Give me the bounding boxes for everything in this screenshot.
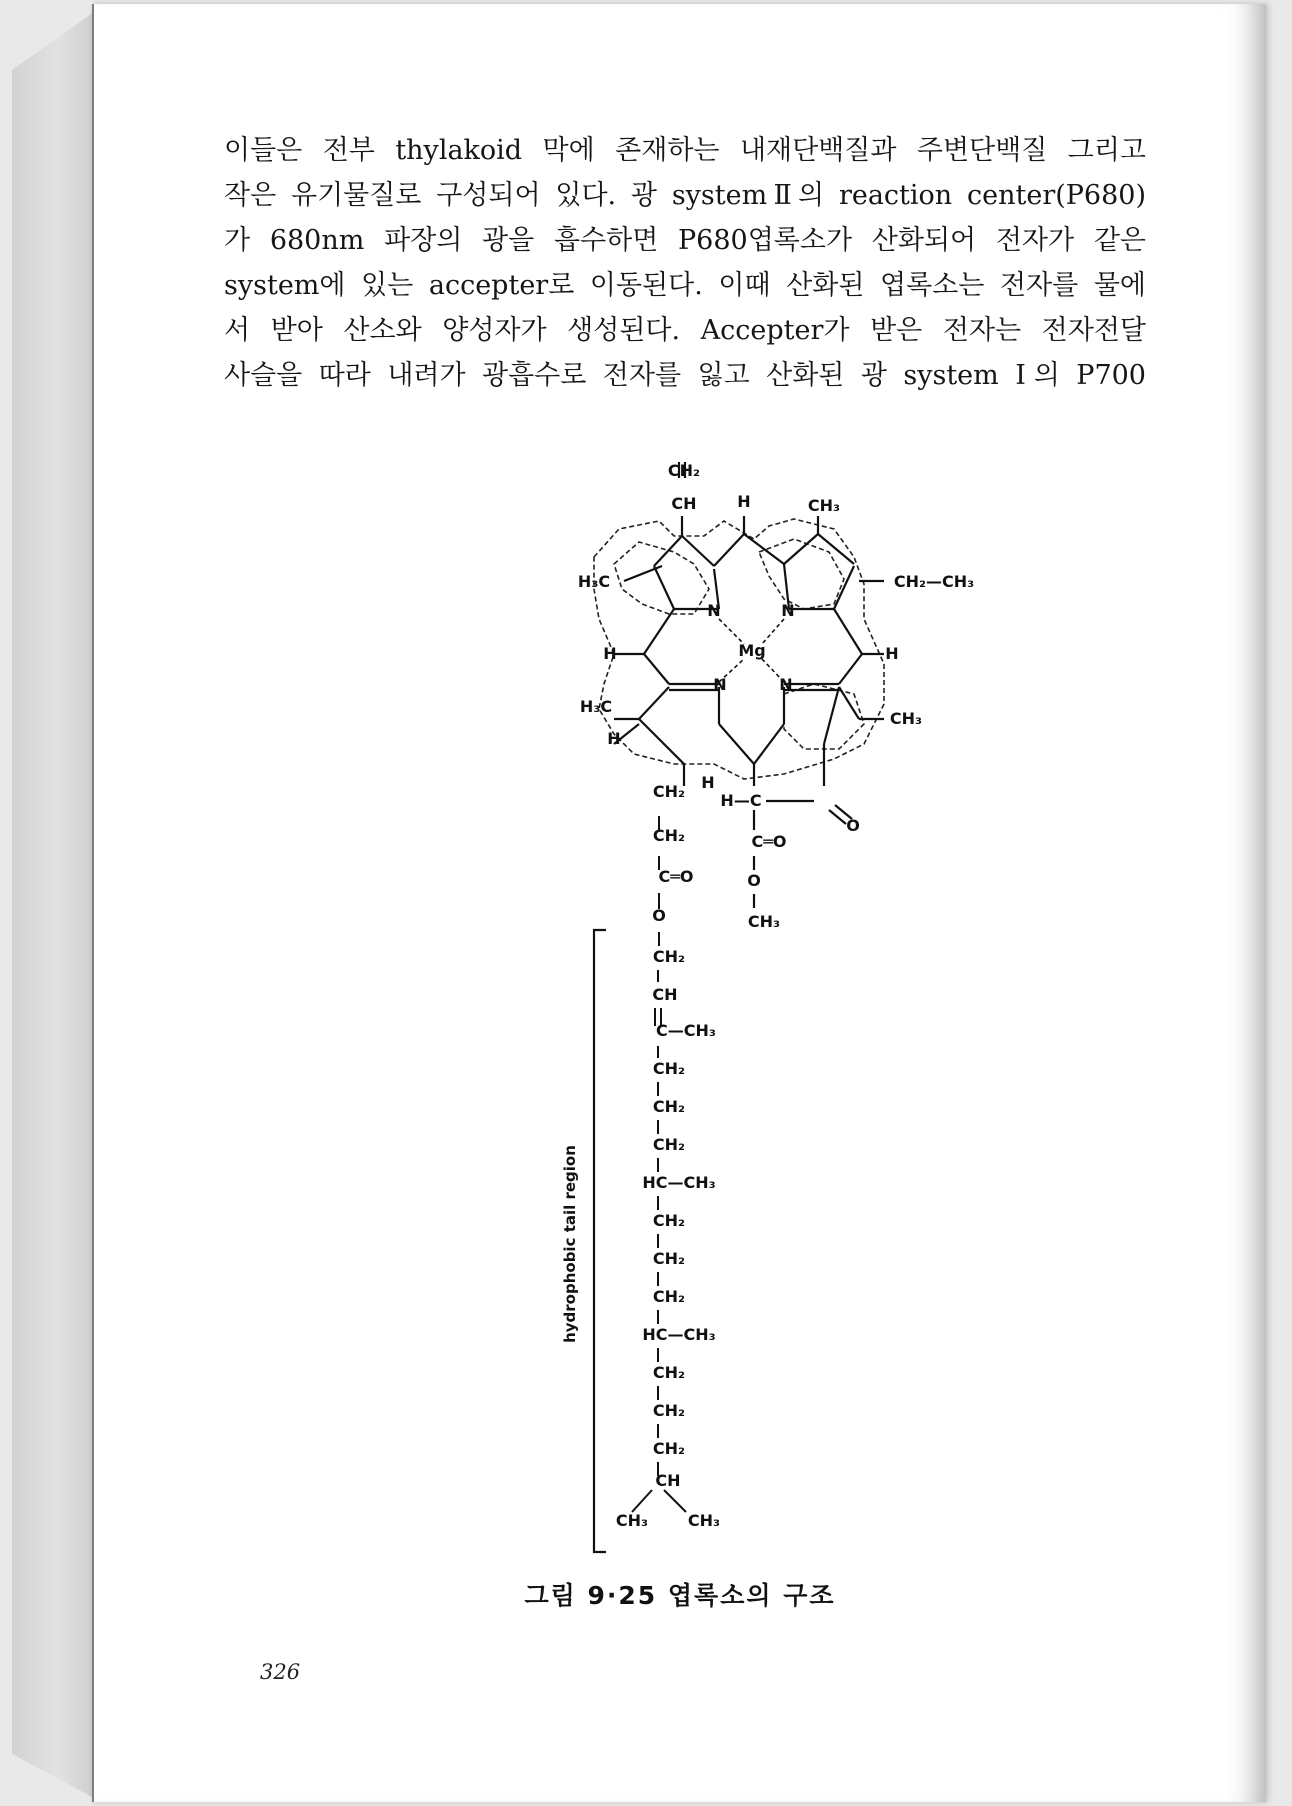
atom-label: CH₂ <box>652 1439 686 1458</box>
atom-label: CH₂ <box>652 1059 686 1078</box>
atom-label: N <box>713 675 727 694</box>
atom-label: CH₂ <box>652 1287 686 1306</box>
body-line: 이들은 전부 thylakoid 막에 존재하는 내재단백질과 주변단백질 그리고 <box>224 135 1146 166</box>
atom-label: CH₂ <box>667 461 701 480</box>
atom-label: CH₃ <box>687 1511 721 1530</box>
atom-label: CH₃ <box>889 709 923 728</box>
atom-label: CH₂ <box>652 782 686 801</box>
atom-label: CH₃ <box>807 496 841 515</box>
chlorophyll-structure-figure <box>94 4 1266 1802</box>
atom-label: CH₂ <box>652 1363 686 1382</box>
atom-label: CH₂ <box>652 947 686 966</box>
atom-label: H <box>603 644 617 663</box>
tail-bracket <box>594 930 606 1552</box>
atom-label: CH₂ <box>652 826 686 845</box>
atom-label: CH₂—CH₃ <box>893 572 975 591</box>
atom-label: CH₃ <box>615 1511 649 1530</box>
body-line: system에 있는 accepter로 이동된다. 이때 산화된 엽록소는 전자를 물에 <box>224 270 1146 301</box>
atom-label: C—CH₃ <box>656 1021 716 1040</box>
atom-label: CH₂ <box>652 1135 686 1154</box>
body-line: 가 680nm 파장의 광을 흡수하면 P680엽록소가 산화되어 전자가 같은 <box>224 225 1146 256</box>
atom-label: HC—CH₃ <box>642 1173 716 1192</box>
atom-label: H—C <box>720 791 762 810</box>
body-line: 작은 유기물질로 구성되어 있다. 광 systemⅡ의 reaction center(P680) <box>224 180 1146 211</box>
atom-label: CH₂ <box>652 1097 686 1116</box>
figure-caption: 그림 9·25 엽록소의 구조 <box>524 1581 836 1610</box>
atom-label: H <box>885 644 899 663</box>
atom-label: N <box>779 675 793 694</box>
atom-label: C═O <box>751 832 787 851</box>
magnesium-atom: Mg <box>738 641 766 660</box>
body-line: 서 받아 산소와 양성자가 생성된다. Accepter가 받은 전자는 전자전달 <box>224 315 1146 346</box>
atom-label: CH <box>652 985 678 1004</box>
atom-label: CH <box>655 1471 681 1490</box>
atom-label: O <box>846 816 860 835</box>
atom-label: CH₂ <box>652 1211 686 1230</box>
book-page <box>92 4 1266 1802</box>
chlorophyll-structure-diagram <box>94 4 1266 1802</box>
atom-label: CH₂ <box>652 1249 686 1268</box>
atom-label: C═O <box>658 867 694 886</box>
atom-label: HC—CH₃ <box>642 1325 716 1344</box>
page-number: 326 <box>260 1660 301 1684</box>
atom-label: N <box>781 601 795 620</box>
atom-label: H₃C <box>577 572 611 591</box>
atom-label: N <box>707 601 721 620</box>
atom-label: O <box>652 906 666 925</box>
atom-label: CH₃ <box>747 912 781 931</box>
atom-label: H <box>607 729 621 748</box>
book-side-edge <box>12 12 94 1798</box>
atom-label: O <box>747 871 761 890</box>
atom-label: H₃C <box>579 697 613 716</box>
body-line: 사슬을 따라 내려가 광흡수로 전자를 잃고 산화된 광 system Ⅰ의 P700 <box>224 360 1146 391</box>
tail-region-label: hydrophobic tail region <box>561 1145 579 1343</box>
atom-label: CH <box>671 494 697 513</box>
atom-label: CH₂ <box>652 1401 686 1420</box>
atom-label: H <box>701 773 715 792</box>
atom-label: H <box>737 492 751 511</box>
